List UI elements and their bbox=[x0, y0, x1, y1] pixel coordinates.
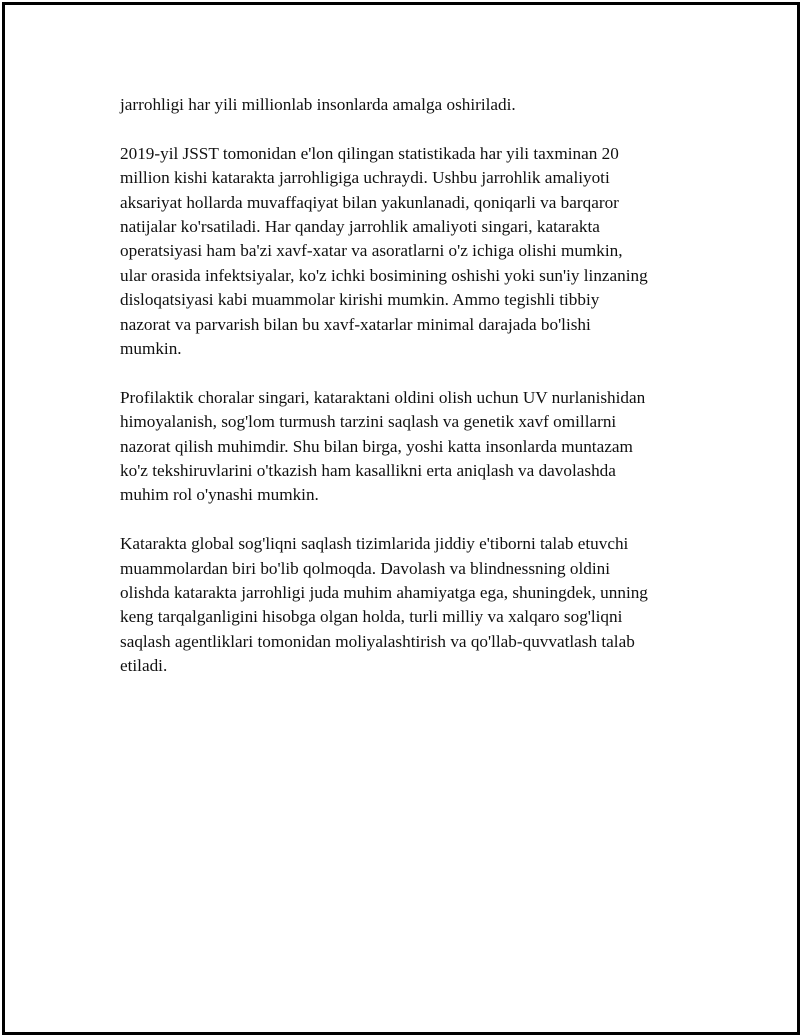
paragraph-continuation: jarrohligi har yili millionlab insonlarda amalga oshiriladi. bbox=[120, 95, 516, 114]
document-page bbox=[2, 2, 800, 1035]
paragraph-statistics: 2019-yil JSST tomonidan e'lon qilingan statistikada har yili taxminan 20 million kishi katarakta jarrohligiga uchraydi. Ushbu jarrohlik amaliyoti aksariyat hollarda muvaffaqiyat bilan yakunlanadi, qoniqarli va barqaror natijalar ko'rsatiladi. Har qanday jarrohlik amaliyoti singari, katarakta operatsiyasi ham ba'zi xavf-xatar va asoratlarni o'z ichiga olishi mumkin, ular orasida infektsiyalar, ko'z ichki bosimining oshishi yoki sun'iy linzaning disloqatsiyasi kabi muammolar kirishi mumkin. Ammo tegishli tibbiy nazorat va parvarish bilan bu xavf-xatarlar minimal darajada bo'lishi mumkin. bbox=[120, 143, 648, 359]
paragraph-prevention: Profilaktik choralar singari, kataraktani oldini olish uchun UV nurlanishidan himoyalanish, sog'lom turmush tarzini saqlash va genetik xavf omillarni nazorat qilish muhimdir. Shu bilan birga, yoshi katta insonlarda muntazam ko'z tekshiruvlarini o'tkazish ham kasallikni erta aniqlash va davolashda muhim rol o'ynashi mumkin. bbox=[120, 387, 646, 505]
paragraph-global-health: Katarakta global sog'liqni saqlash tizimlarida jiddiy e'tiborni talab etuvchi muammolardan biri bo'lib qolmoqda. Davolash va blindnessning oldini olishda katarakta jarrohligi juda muhim ahamiyatga ega, shuningdek, unning keng tarqalganligini hisobga olgan holda, turli milliy va xalqaro sog'liqni saqlash agentliklari tomonidan moliyalashtirish va qo'llab-quvvatlash talab etiladi. bbox=[120, 534, 648, 676]
document-body bbox=[120, 93, 695, 703]
